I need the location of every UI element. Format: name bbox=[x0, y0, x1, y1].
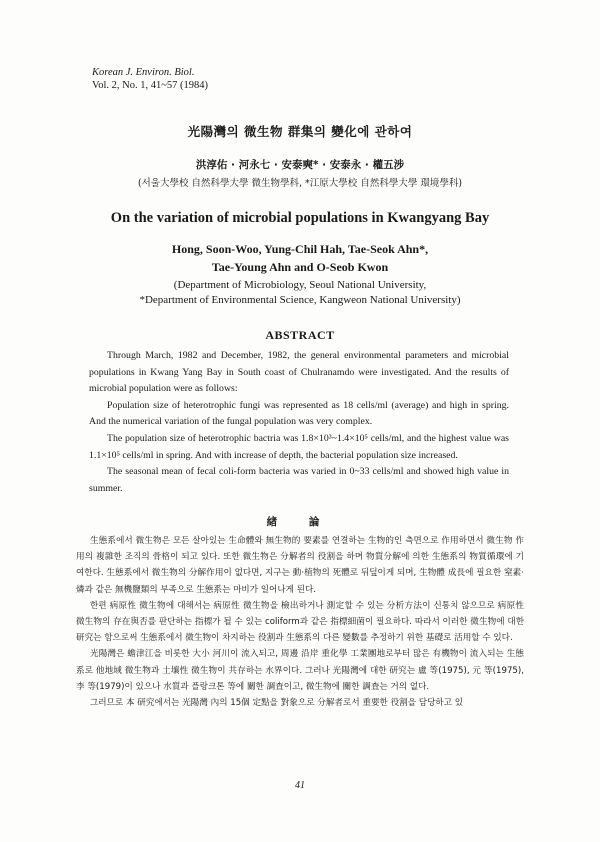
abstract-body bbox=[89, 348, 509, 497]
abstract-paragraph: The population size of heterotrophic bactria was 1.8×10³~1.4×10⁵ cells/ml, and the highest value was 1.1×10⁵ cells/ml in spring. And with increase of depth, the bacterial population size increased. bbox=[89, 432, 509, 461]
introduction-paragraph: 生態系에서 微生物은 모든 살아있는 生命體와 無生物的 要素를 연결하는 生物的인 측면으로 作用하면서 微生物 作用의 複雜한 조직의 骨格이 되고 있다. 또한 微生物은 分解者의 役割을 하며 物質分解에 의한 生態系의 物質循環에 기여한다. 生態系에서 微生物의 分解作用이 없다면, 지구는 動·植物의 死體로 뒤덮이게 되며, 生物體 成長에 필요한 窒素·燐과 같은 無機鹽類의 부족으로 生態系는 마비가 일어나게 된다. bbox=[76, 536, 524, 595]
english-affiliation-line-1: (Department of Microbiology, Seoul National University, bbox=[173, 279, 427, 291]
journal-name: Korean J. Environ. Biol. bbox=[92, 67, 195, 78]
introduction-paragraph: 그러므로 本 研究에서는 光陽灣 內의 15個 定點을 對象으로 分解者로서 重要한 役割을 담당하고 있 bbox=[90, 698, 464, 709]
abstract-heading: ABSTRACT bbox=[265, 328, 335, 342]
english-title: On the variation of microbial populations in Kwangyang Bay bbox=[110, 210, 490, 226]
english-authors-line-1: Hong, Soon-Woo, Yung-Chil Hah, Tae-Seok Ahn*, bbox=[171, 242, 429, 256]
english-affiliation-line-2: *Department of Environmental Science, Kangweon National University) bbox=[139, 294, 461, 306]
abstract-paragraph: Through March, 1982 and December, 1982, the general environmental parameters and microbial populations in Kwang Yang Bay in South coast of Chulranamdo were investigated. And the results of microbial population were as follows: bbox=[89, 350, 509, 395]
introduction-paragraph: 한편 病原性 微生物에 대해서는 病原性 微生物을 檢出하거나 測定할 수 있는 分析方法이 신통치 않으므로 病原性 微生物의 存在與否를 판단하는 指標가 될 수 있는 coliform과 같은 指標細菌이 필요하다. 따라서 이러한 微生物에 대한 研究는 함으로써 生態系에서 微生物이 차지하는 役割과 生態系의 다른 變數를 추정하기 위한 基礎로 活用할 수 있다. bbox=[76, 600, 524, 644]
korean-title: 光陽灣의 微生物 群集의 變化에 관하여 bbox=[187, 124, 413, 139]
korean-authors: 洪淳佑 · 河永七 · 安泰奭* · 安泰永 · 權五涉 bbox=[195, 159, 405, 171]
introduction-body bbox=[76, 533, 524, 711]
abstract-paragraph: The seasonal mean of fecal coli-form bacteria was varied in 0~33 cells/ml and showed high value in summer. bbox=[89, 466, 509, 494]
korean-affiliation: (서울大學校 自然科學大學 微生物學科, *江原大學校 自然科學大學 環境學科) bbox=[137, 178, 463, 189]
english-authors bbox=[0, 240, 600, 276]
introduction-heading: 緖 論 bbox=[266, 516, 334, 528]
page-number: 41 bbox=[295, 780, 305, 791]
introduction-paragraph: 光陽灣은 蟾津江을 비롯한 大小 河川이 流入되고, 周邊 沿岸 重化學 工業團地로부터 많은 有機物이 流入되는 生態系로 他地域 微生物과 土壤性 微生物이 共存하는 水界이다. 그러나 光陽灣에 대한 研究는 盧 等(1975), 元 等(1975), 李 等(1979)이 있으나 水質과 플랑크톤 等에 關한 調査이고, 微生物에 關한 調査는 거의 없다. bbox=[76, 649, 524, 692]
journal-volume: Vol. 2, No. 1, 41~57 (1984) bbox=[92, 80, 209, 91]
english-affiliation bbox=[0, 278, 600, 308]
journal-header bbox=[92, 66, 208, 92]
abstract-paragraph: Population size of heterotrophic fungi was represented as 18 cells/ml (average) and high in spring. And the numerical variation of the fungal population was very complex. bbox=[89, 399, 509, 428]
english-authors-line-2: Tae-Young Ahn and O-Seob Kwon bbox=[211, 260, 389, 274]
